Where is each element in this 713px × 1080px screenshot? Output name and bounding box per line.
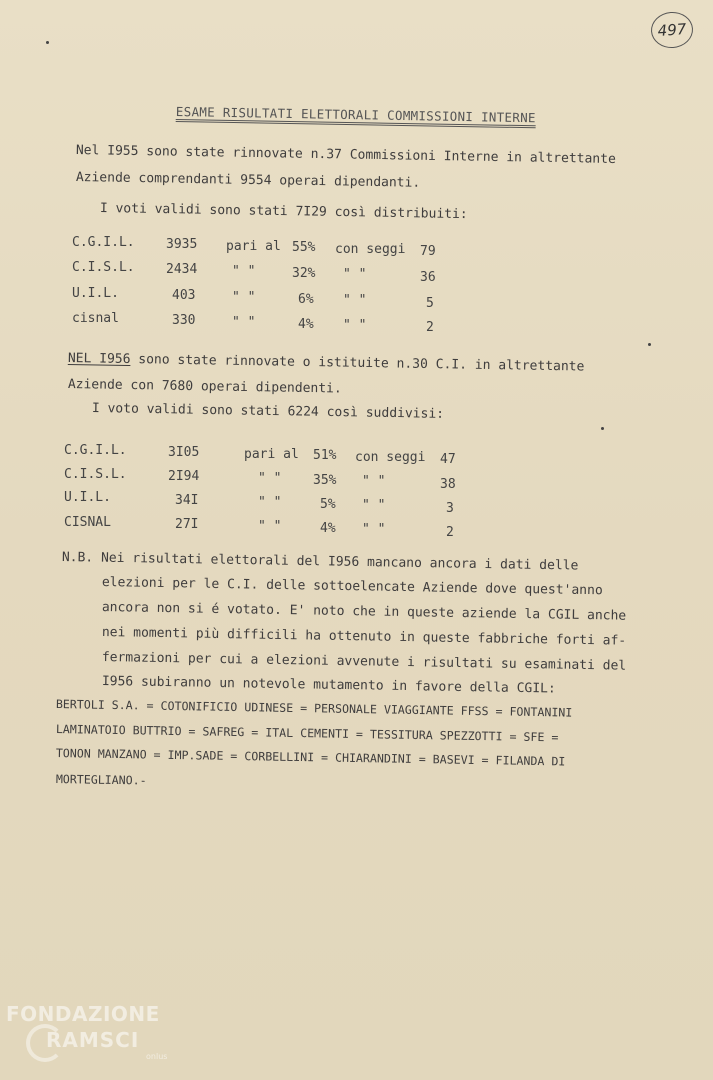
union-name: cisnal [72,311,119,326]
p1956-line1 [68,351,585,375]
vote-percent: 51% [313,448,337,463]
p1955-line2: Aziende comprendanti 9554 operai dipendanti. [75,170,421,191]
vote-percent: 4% [298,317,314,332]
nb-line: nei momenti più difficili ha ottenuto in queste fabbriche forti af- [101,625,627,649]
watermark-line2: RAMSCI [46,1028,140,1052]
pari-label: " " [258,495,282,510]
pari-label: " " [232,315,256,330]
ink-speck [46,41,49,44]
vote-count: 403 [172,288,196,303]
company-line: MORTEGLIANO.- [55,772,147,788]
p1956-votes-line: I voto validi sono stati 6224 così suddivisi: [91,401,445,422]
p1955-line1: Nel I955 sono state rinnovate n.37 Commissioni Interne in altrettante [75,143,616,167]
seat-count: 79 [420,244,436,259]
union-name: U.I.L. [64,490,111,505]
nb-line: I956 subiranno un notevole mutamento in favore della CGIL: [101,674,556,697]
nb-line: N.B. Nei risultati elettorali del I956 mancano ancora i dati delle [61,550,579,574]
seat-count: 5 [426,296,434,311]
union-name: C.G.I.L. [64,443,127,458]
vote-percent: 32% [292,266,316,281]
vote-count: 3I05 [168,445,200,460]
vote-percent: 6% [298,292,314,307]
seat-count: 3 [446,501,454,516]
nb-line: fermazioni per cui a elezioni avvenute i risultati su esaminati del [101,650,627,674]
company-line: TONON MANZANO = IMP.SADE = CORBELLINI = CHIARANDINI = BASEVI = FILANDA DI [55,746,566,769]
nb-line: elezioni per le C.I. delle sottoelencate Aziende dove quest'anno [101,575,603,599]
vote-count: 2434 [166,262,198,277]
vote-count: 34I [175,493,199,508]
seat-count: 36 [420,270,436,285]
union-name: C.I.S.L. [72,260,135,275]
ink-speck [648,343,651,346]
nb-line: ancora non si é votato. E' noto che in queste aziende la CGIL anche [101,600,627,624]
p1956-line1-rest: sono state rinnovate o istituite n.30 C.I. in altrettante [138,352,585,375]
company-line: LAMINATOIO BUTTRIO = SAFREG = ITAL CEMENTI = TESSITURA SPEZZOTTI = SFE = [55,722,559,745]
seggi-label: con seggi [335,242,406,257]
seggi-label: " " [343,267,367,282]
vote-count: 2I94 [168,469,200,484]
vote-percent: 4% [320,521,336,536]
pari-label: " " [258,471,282,486]
pari-label: " " [258,519,282,534]
page-number: 497 [650,11,694,50]
seat-count: 2 [446,525,454,540]
union-name: CISNAL [64,515,111,530]
seggi-label: " " [343,318,367,333]
vote-count: 3935 [166,237,198,252]
pari-label: pari al [244,447,299,462]
vote-percent: 35% [313,473,337,488]
pari-label: " " [232,290,256,305]
year-1956-label: NEL I956 [67,351,131,368]
archive-watermark-logo [6,1002,181,1072]
union-name: C.G.I.L. [72,235,135,250]
vote-count: 330 [172,313,196,328]
pari-label: " " [232,264,256,279]
union-name: C.I.S.L. [64,467,127,482]
seggi-label: " " [343,293,367,308]
pari-label: pari al [226,239,281,254]
vote-count: 27I [175,517,199,532]
union-name: U.I.L. [72,286,119,301]
ink-speck [601,427,604,430]
seggi-label: " " [362,522,386,537]
seggi-label: " " [362,498,386,513]
document-title: ESAME RISULTATI ELETTORALI COMMISSIONI INTERNE [175,104,536,126]
watermark-line1: FONDAZIONE [6,1002,160,1026]
company-line: BERTOLI S.A. = COTONIFICIO UDINESE = PERSONALE VIAGGIANTE FFSS = FONTANINI [55,697,573,720]
p1956-line2: Aziende con 7680 operai dipendenti. [67,377,342,397]
seat-count: 47 [440,452,456,467]
seggi-label: con seggi [355,450,426,465]
seggi-label: " " [362,474,386,489]
p1955-votes-line: I voti validi sono stati 7I29 così distribuiti: [99,201,468,223]
vote-percent: 5% [320,497,336,512]
seat-count: 38 [440,477,456,492]
seat-count: 2 [426,320,434,335]
vote-percent: 55% [292,240,316,255]
watermark-line3: onlus [146,1052,168,1061]
